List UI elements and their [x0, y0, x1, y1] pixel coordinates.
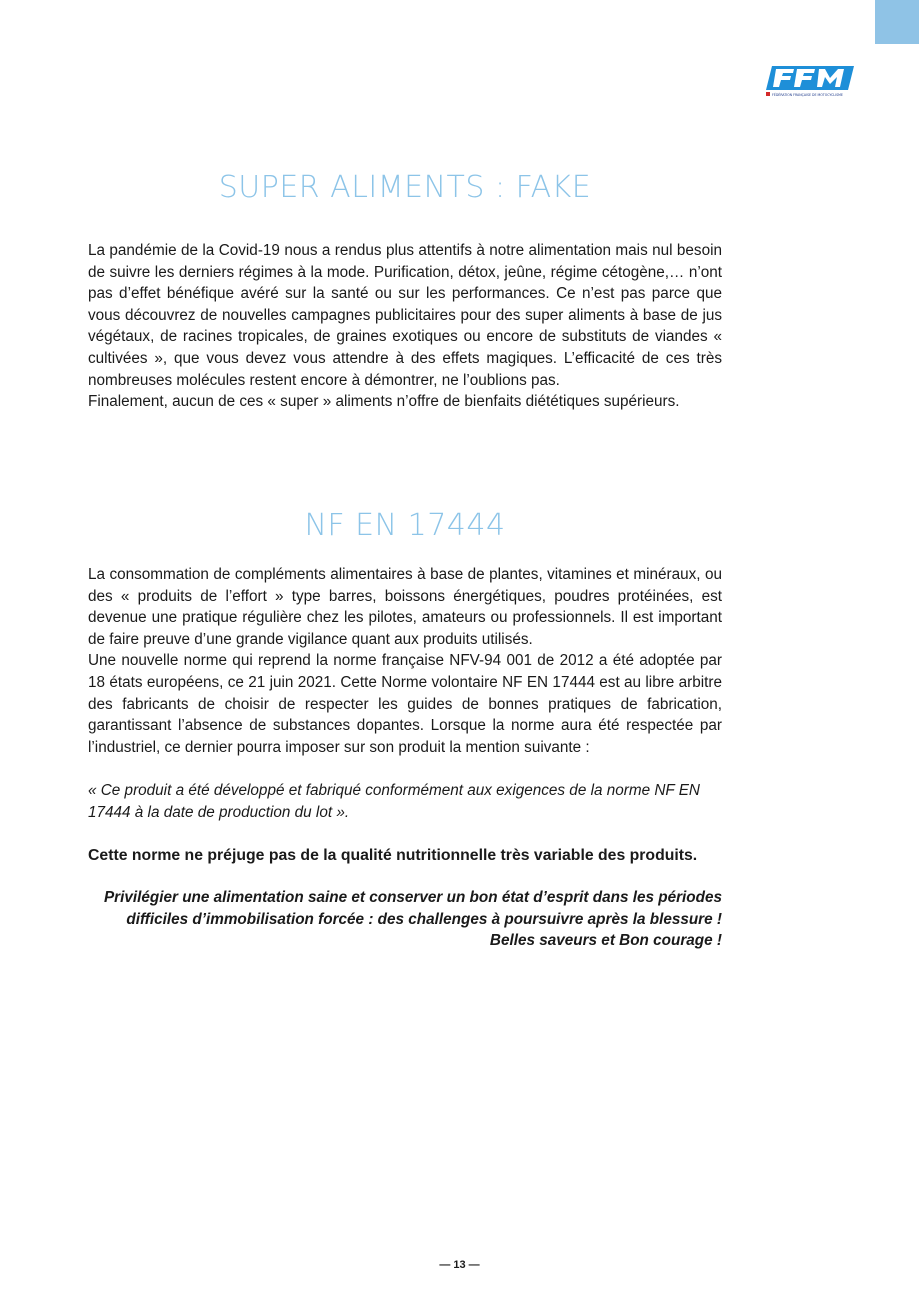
paragraph: Finalement, aucun de ces « super » aliments n’offre de bienfaits diététiques supérieurs.	[88, 393, 680, 411]
paragraph: Une nouvelle norme qui reprend la norme française NFV-94 001 de 2012 a été adoptée par 18 états européens, ce 21 juin 2021. Cette Norme volontaire NF EN 17444 est au libre arbitre des fabricants de choisir de respecter les guides de bonnes pratiques de fabrication, garantissant l’absence de substances dopantes. Lorsque la norme aura été respectée par l’industriel, ce dernier pourra imposer sur son produit la mention suivante :	[88, 652, 722, 756]
paragraph: La pandémie de la Covid-19 nous a rendus plus attentifs à notre alimentation mais nul besoin de suivre les derniers régimes à la mode. Purification, détox, jeûne, régime cétogène,… n’ont pas d’effet bénéfique avéré sur la santé ou sur les performances. Ce n’est pas parce que vous découvrez de nouvelles campagnes publicitaires pour des super aliments à base de jus végétaux, de racines tropicales, de graines exotiques ou encore de substituts de viandes « cultivées », que vous devez vous attendre à des effets magiques. L’efficacité de ces très nombreuses molécules restent encore à démontrer, ne l’oublions pas.	[88, 242, 722, 389]
section-body-nf-en-17444	[88, 564, 722, 758]
ffm-logo	[764, 62, 856, 98]
page-number: — 13 —	[439, 1259, 480, 1271]
closing-line: Belles saveurs et Bon courage !	[489, 932, 722, 950]
closing-remarks	[88, 887, 722, 952]
bold-statement: Cette norme ne préjuge pas de la qualité nutritionnelle très variable des produits.	[88, 847, 698, 864]
norm-quote: « Ce produit a été développé et fabriqué conformément aux exigences de la norme NF EN 17444 à la date de production du lot ».	[88, 782, 700, 821]
corner-color-tab	[875, 0, 919, 44]
ffm-logo-icon	[764, 62, 856, 98]
paragraph: La consommation de compléments alimentaires à base de plantes, vitamines et minéraux, ou des « produits de l’effort » type barres, boissons énergétiques, poudres protéinées, est devenue une pratique régulière chez les pilotes, amateurs ou professionnels. Il est important de faire preuve d’une grande vigilance quant aux produits utilisés.	[88, 566, 722, 648]
section-title-nf-en-17444: NF EN 17444	[304, 508, 506, 543]
svg-text:FÉDÉRATION FRANÇAISE DE MOTOCY: FÉDÉRATION FRANÇAISE DE MOTOCYCLISME	[772, 93, 843, 97]
section-title-super-aliments: SUPER ALIMENTS : FAKE	[218, 170, 592, 205]
section-body-super-aliments	[88, 240, 722, 413]
closing-line: Privilégier une alimentation saine et conserver un bon état d’esprit dans les périodes difficiles d’immobilisation forcée : des challenges à poursuivre après la blessure !	[103, 889, 722, 928]
